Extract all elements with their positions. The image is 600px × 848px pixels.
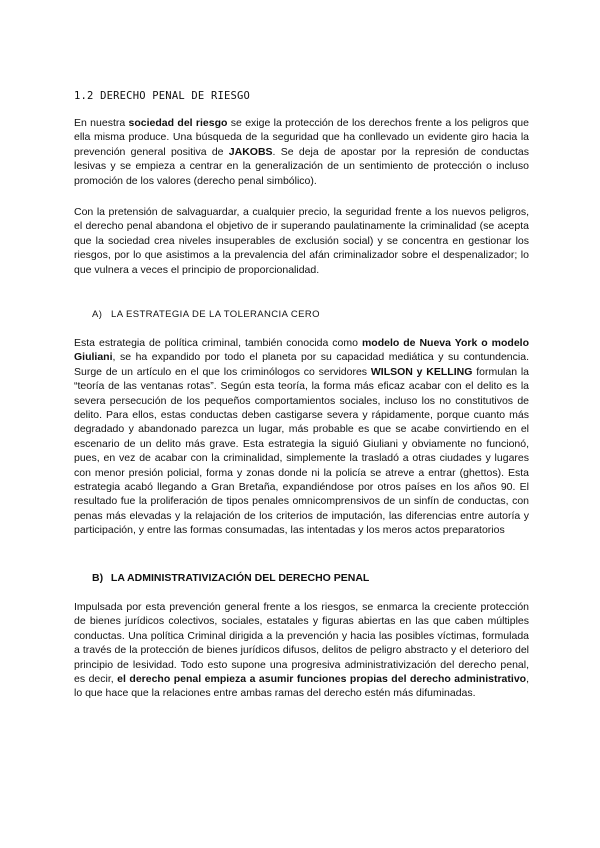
bold-term: modelo de Nueva York o modelo Giuliani [74,337,530,364]
text-run: , lo que hace que la relaciones entre ambas ramas del derecho estén más difuminadas. [74,673,529,700]
text-run: En nuestra [74,117,129,129]
subsection-b-letter: B) [92,572,104,584]
bold-term: sociedad del riesgo [128,117,228,129]
paragraph-security: Con la pretensión de salvaguardar, a cualquier precio, la seguridad frente a los nuevos peligros, el derecho penal abandona el objetivo de ir superando paulatinamente la criminalidad (se acepta que la sociedad crea niveles insuperables de exclusión social) y se concentra en gestionar los riesgos, por lo que asistimos a la prevalencia del afán criminalizador sobre el despenalizador; lo que vulnera a veces el principio de proporcionalidad. [74,206,529,276]
subsection-a-title: LA ESTRATEGIA DE LA TOLERANCIA CERO [111,309,320,320]
bold-term: WILSON y KELLING [370,365,473,378]
text-run: , se ha expandido por todo el planeta por su capacidad mediática y su contundencia. Surge de un artículo en el que los criminólogos co servidores [74,351,529,378]
subsection-b-heading [92,572,369,584]
bold-term: JAKOBS [228,145,273,158]
text-run: . Se deja de apostar por la represión de conductas lesivas y se empieza a centrar en la generalización de un sentimiento de protección o incluso promoción de los valores (derecho penal simbólico). [74,145,529,187]
paragraph-risk-society [74,116,529,188]
bold-term: el derecho penal empieza a asumir funciones propias del derecho administrativo [117,673,527,686]
paragraph-zero-tolerance [74,336,529,538]
subsection-a-heading [92,309,320,320]
text-run: formulan la “teoría de las ventanas rotas”. Según esta teoría, la forma más eficaz acabar con el delito es la severa persecución de los pequeños comportamientos sociales, incluso los no constitutivos de delito. Para ellos, estas conductas deben castigarse severa y rápidamente, porque cuanto más degradado y abandonado parezca un lugar, más probable es que se acabe convirtiendo en el escenario de un delito más grave. Esta estrategia la siguió Giuliani y obviamente no funcionó, pues, en vez de acabar con la criminalidad, simplemente la trasladó a otras ciudades y lugares con menor presión policial, forma y zonas donde ni la policía se atreve a entrar (ghettos). Esta estrategia acabó llegando a Gran Bretaña, expandiéndose por otros países en los años 90. El resultado fue la proliferación de tipos penales omnicomprensivos de un sinfín de conductas, con penas más elevadas y la relajación de los criterios de imputación, las diferencias entre autoría y participación, y entre las formas consumadas, las intentadas y los meros actos preparatorios [74,365,530,537]
subsection-b-title: LA ADMINISTRATIVIZACIÓN DEL DERECHO PENAL [110,572,370,584]
section-title: 1.2 DERECHO PENAL DE RIESGO [74,90,251,102]
text-run: se exige la protección de los derechos frente a los peligros que ella misma produce. Una búsqueda de la seguridad que ha conllevado un evidente giro hacia la prevención general positiva de [74,117,529,158]
text-run: Esta estrategia de política criminal, también conocida como [74,337,362,349]
subsection-a-letter: A) [92,309,103,320]
text-run: Impulsada por esta prevención general frente a los riesgos, se enmarca la creciente protección de bienes jurídicos colectivos, sociales, estatales y figuras abiertas en las que caben múltiples conductas. Una política Criminal dirigida a la prevención y hacia las posibles víctimas, formulada a través de la protección de bienes jurídicos difusos, delitos de peligro abstracto y el deterioro del principio de lesividad. Todo esto supone una progresiva administrativización del derecho penal, es decir, [74,601,529,686]
paragraph-administrativization [74,600,529,701]
